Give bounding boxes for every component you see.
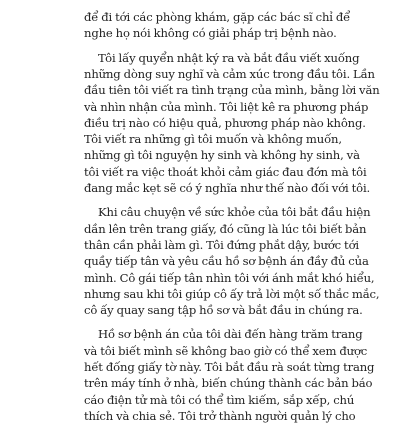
text-line: để đi tới các phòng khám, gặp các bác sĩ chỉ để xyxy=(84,10,351,24)
text-line: thân cần phải làm gì. Tôi đứng phắt dậy, bước tới xyxy=(84,237,359,252)
text-line: và nhìn nhận của mình. Tôi liệt kê ra phương pháp xyxy=(84,99,369,114)
text-line: cáo điện tử mà tôi có thể tìm kiếm, sắp xếp, chú xyxy=(84,392,355,407)
text-line: trên máy tính ở nhà, biến chúng thành các bản báo xyxy=(84,376,373,391)
text-line: quầy tiếp tân và yêu cầu hồ sơ bệnh án đầy đủ của xyxy=(84,254,369,269)
text-line: nhưng sau khi tôi giúp cô ấy trả lời một số thắc mắc, xyxy=(84,286,380,301)
text-line: Tôi viết ra những gì tôi muốn và không muốn, xyxy=(84,132,342,147)
text-line: và tôi biết mình sẽ không bao giờ có thể xem được xyxy=(84,343,368,358)
text-line: nghe họ nói không có giải pháp trị bệnh nào. xyxy=(84,26,337,41)
text-line: cô ấy quay sang tập hồ sơ và bắt đầu in chúng ra. xyxy=(84,303,363,318)
text-line: dần lên trên trang giấy, đó cũng là lúc tôi biết bản xyxy=(84,221,367,236)
text-line: Tôi lấy quyển nhật ký ra và bắt đầu viết xuống xyxy=(98,50,360,65)
text-line: hết đống giấy tờ này. Tôi bắt đầu rà soát từng trang xyxy=(84,360,375,374)
text-line: đầu tiên tôi viết ra tình trạng của mình, bằng lời văn xyxy=(84,83,380,98)
text-line: những dòng suy nghĩ và cảm xúc trong đầu tôi. Lần xyxy=(84,66,375,81)
text-line: điều trị nào có hiệu quả, phương pháp nào không. xyxy=(84,115,366,130)
text-line: Khi câu chuyện về sức khỏe của tôi bắt đầu hiện xyxy=(98,205,371,220)
text-line: đang mắc kẹt sẽ có ý nghĩa như thế nào đối với tôi. xyxy=(84,181,371,195)
text-line: những gì tôi nguyện hy sinh và không hy sinh, và xyxy=(84,148,360,163)
text-line: thích và chia sẻ. Tôi trở thành người quản lý cho xyxy=(84,408,356,423)
text-line: mình. Cô gái tiếp tân nhìn tôi với ánh mắt khó hiểu, xyxy=(84,270,375,285)
text-line: tôi viết ra việc thoát khỏi cảm giác đau đớn mà tôi xyxy=(84,164,367,179)
text-line: Hồ sơ bệnh án của tôi dài đến hàng trăm trang xyxy=(98,327,363,342)
